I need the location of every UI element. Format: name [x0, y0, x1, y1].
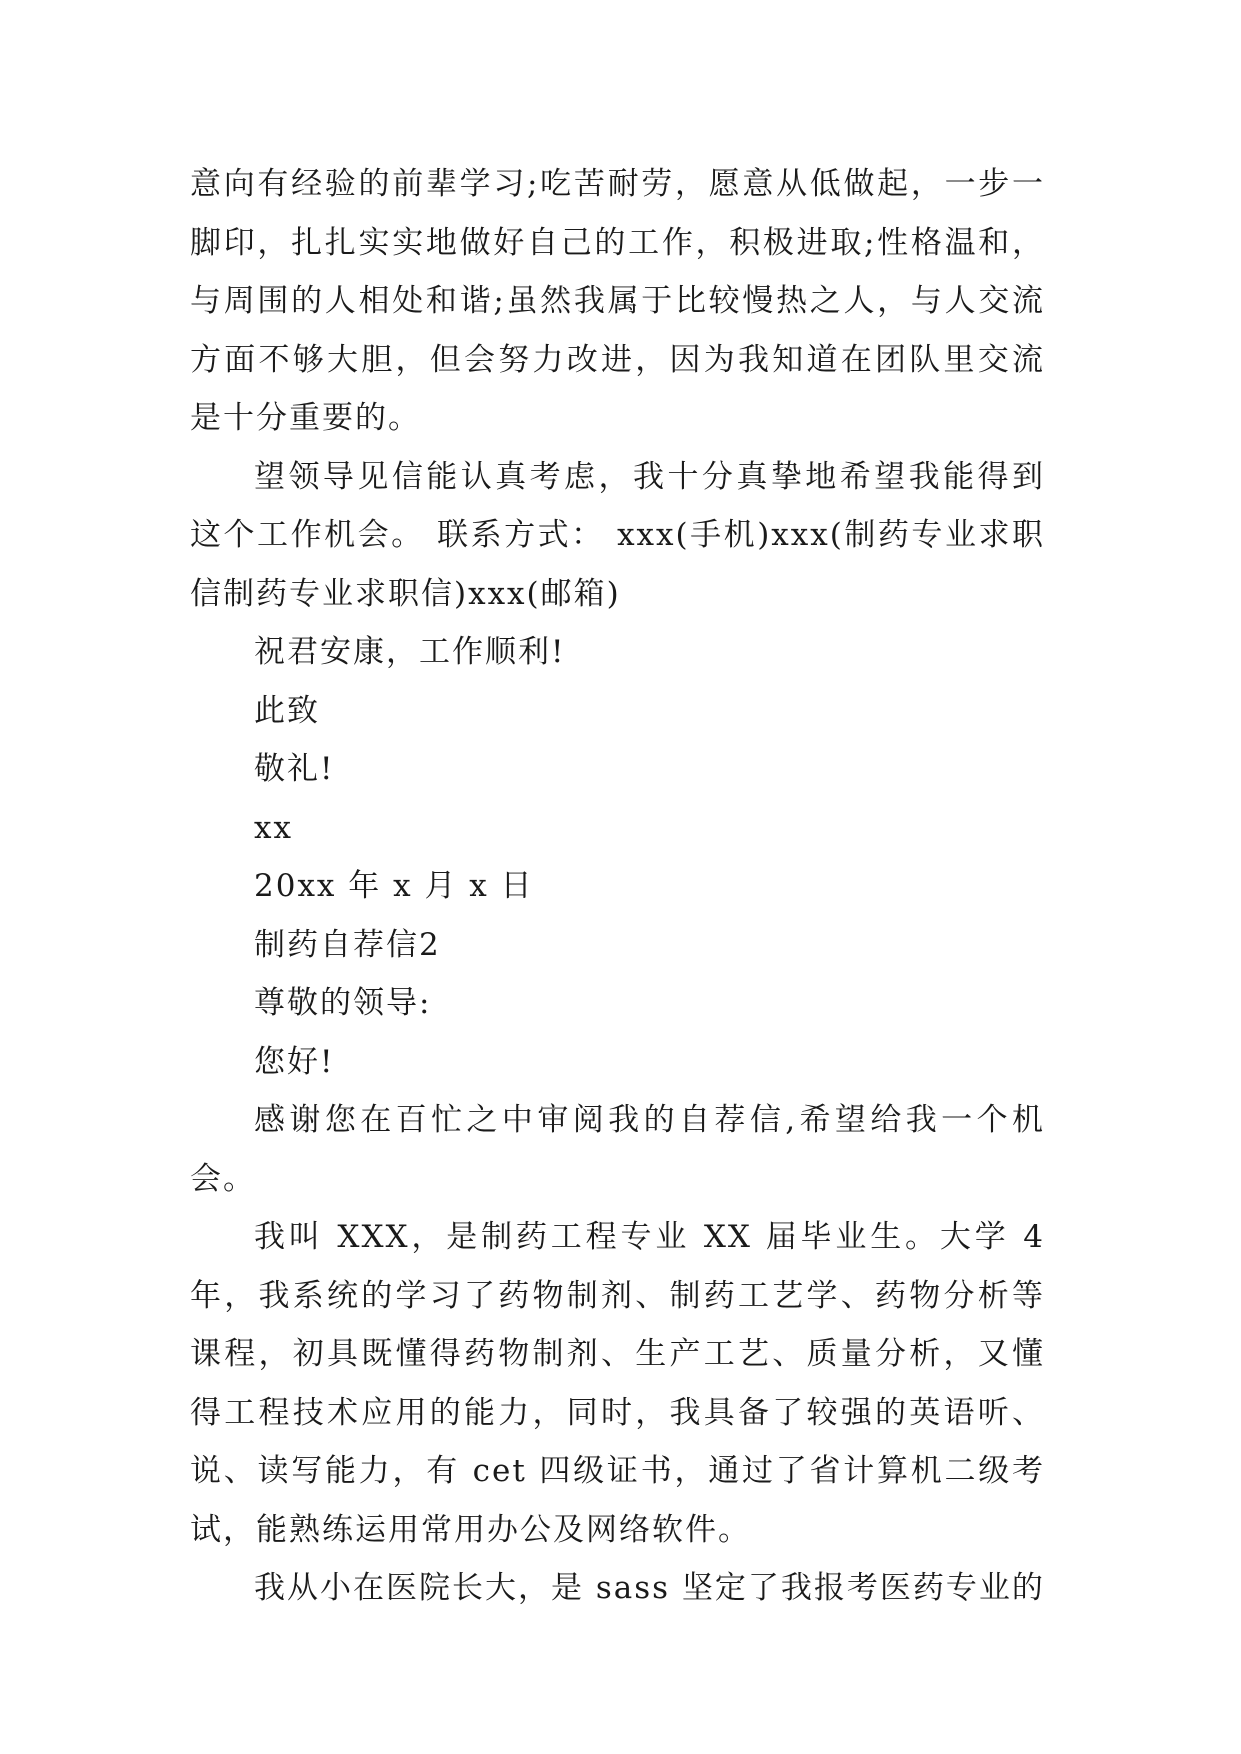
document-body — [190, 155, 1045, 1618]
closing-cizhi: 此致 — [254, 692, 320, 729]
salutation: 尊敬的领导: — [254, 985, 432, 1021]
paragraph-background: 我从小在医院长大，是 sass 坚定了我报考医药专业的 — [254, 1570, 1045, 1606]
paragraph-thanks: 感谢您在百忙之中审阅我的自荐信,希望给我一个机会。 — [190, 1102, 1045, 1197]
paragraph-introduction: 我叫 XXX，是制药工程专业 XX 届毕业生。大学 4 年，我系统的学习了药物制剂、制药工艺学、药物分析等课程，初具既懂得药物制剂、生产工艺、质量分析，又懂得工程技术应用的能力，同时，我具备了较强的英语听、说、读写能力，有 cet 四级证书，通过了省计算机二级考试，能熟练运用常用办公及网络软件。 — [190, 1219, 1045, 1548]
greeting: 您好! — [254, 1043, 335, 1080]
signature-date: 20xx 年 x 月 x 日 — [254, 868, 534, 904]
section-title: 制药自荐信2 — [254, 926, 441, 963]
paragraph-continuation: 意向有经验的前辈学习;吃苦耐劳，愿意从低做起，一步一脚印，扎扎实实地做好自己的工作，积极进取;性格温和，与周围的人相处和谐;虽然我属于比较慢热之人，与人交流方面不够大胆，但会努力改进，因为我知道在团队里交流是十分重要的。 — [190, 166, 1045, 436]
signature-name: xx — [254, 809, 293, 846]
paragraph-wishes: 祝君安康，工作顺利! — [254, 634, 566, 670]
paragraph-request: 望领导见信能认真考虑，我十分真挚地希望我能得到这个工作机会。 联系方式： xxx(手机)xxx(制药专业求职信制药专业求职信)xxx(邮箱) — [190, 458, 1045, 612]
closing-jingli: 敬礼! — [254, 751, 335, 787]
